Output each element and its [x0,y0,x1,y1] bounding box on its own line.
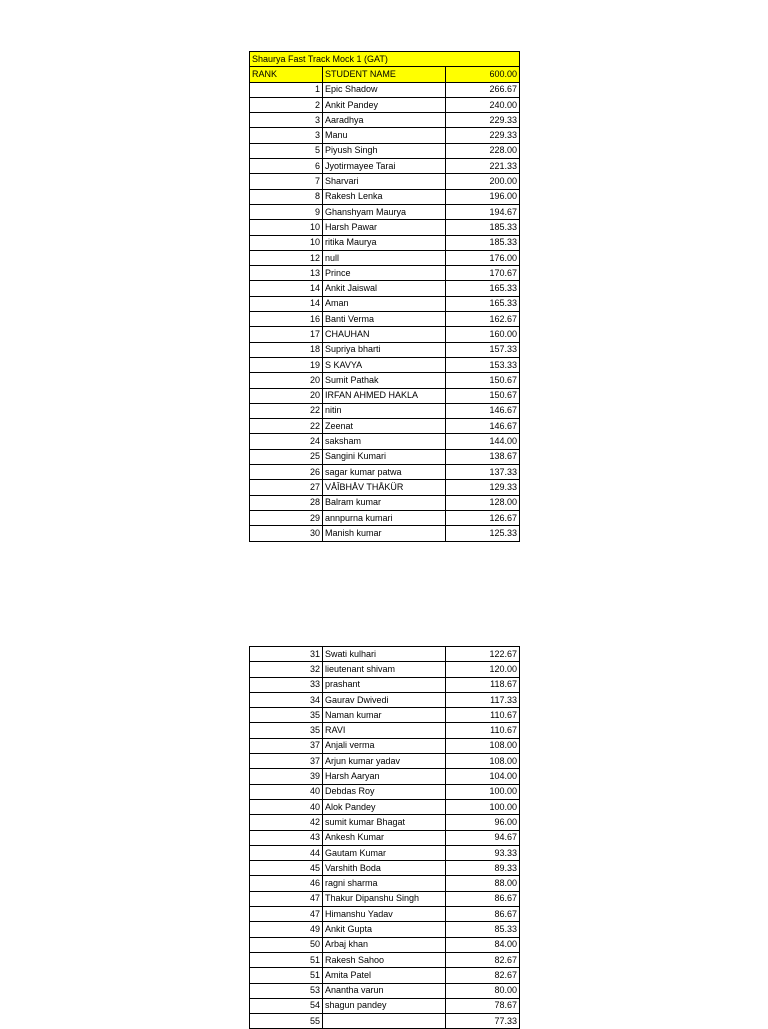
score-cell: 122.67 [446,647,520,662]
student-name-cell: Manish kumar [323,526,446,541]
rank-cell: 10 [250,235,323,250]
score-cell: 194.67 [446,204,520,219]
score-cell: 221.33 [446,159,520,174]
student-name-cell: nitin [323,403,446,418]
rank-cell: 25 [250,449,323,464]
rank-cell: 18 [250,342,323,357]
score-cell: 104.00 [446,769,520,784]
score-cell: 129.33 [446,480,520,495]
table-row [250,403,520,418]
ranking-table-page-2 [249,646,519,1029]
rank-cell: 8 [250,189,323,204]
sheet-title: Shaurya Fast Track Mock 1 (GAT) [250,52,520,67]
student-name-cell: Debdas Roy [323,784,446,799]
rank-cell: 47 [250,907,323,922]
table-row [250,738,520,753]
table-row [250,189,520,204]
rank-cell: 54 [250,998,323,1013]
score-cell: 78.67 [446,998,520,1013]
student-name-cell: lieutenant shivam [323,662,446,677]
score-cell: 144.00 [446,434,520,449]
student-name-cell: Anantha varun [323,983,446,998]
table-row [250,968,520,983]
rank-cell: 39 [250,769,323,784]
student-name-cell: Manu [323,128,446,143]
rank-cell: 45 [250,861,323,876]
student-name-cell: null [323,250,446,265]
rank-cell: 24 [250,434,323,449]
student-name-cell: S KAVYA [323,357,446,372]
table-row [250,784,520,799]
score-cell: 96.00 [446,815,520,830]
table-row [250,159,520,174]
student-name-cell: Naman kumar [323,708,446,723]
student-name-cell: Sharvari [323,174,446,189]
score-cell: 125.33 [446,526,520,541]
score-cell: 120.00 [446,662,520,677]
header-row [250,67,520,82]
score-cell: 100.00 [446,799,520,814]
student-name-cell: ragni sharma [323,876,446,891]
student-name-cell: Arjun kumar yadav [323,754,446,769]
student-name-cell: Amita Patel [323,968,446,983]
student-name-cell: Rakesh Sahoo [323,952,446,967]
score-cell: 240.00 [446,97,520,112]
student-name-cell: Harsh Aaryan [323,769,446,784]
score-cell: 153.33 [446,357,520,372]
rank-cell: 49 [250,922,323,937]
rank-cell: 6 [250,159,323,174]
score-cell: 108.00 [446,754,520,769]
score-cell: 77.33 [446,1014,520,1029]
score-cell: 82.67 [446,952,520,967]
rank-cell: 28 [250,495,323,510]
table-row [250,449,520,464]
table-row [250,250,520,265]
table-row [250,815,520,830]
table-row [250,296,520,311]
table-row [250,82,520,97]
score-cell: 196.00 [446,189,520,204]
student-name-cell: Swati kulhari [323,647,446,662]
student-name-header: STUDENT NAME [323,67,446,82]
rank-cell: 22 [250,403,323,418]
score-cell: 86.67 [446,907,520,922]
rank-cell: 19 [250,357,323,372]
score-cell: 110.67 [446,708,520,723]
table-row [250,708,520,723]
table-row [250,174,520,189]
student-name-cell: Ankesh Kumar [323,830,446,845]
rank-cell: 10 [250,220,323,235]
student-name-cell: Aaradhya [323,113,446,128]
student-name-cell: prashant [323,677,446,692]
student-name-cell: Anjali verma [323,738,446,753]
score-cell: 176.00 [446,250,520,265]
rank-cell: 20 [250,373,323,388]
score-cell: 93.33 [446,845,520,860]
student-name-cell: Himanshu Yadav [323,907,446,922]
rank-cell: 51 [250,968,323,983]
table-row [250,113,520,128]
student-name-cell: Ankit Pandey [323,97,446,112]
score-cell: 200.00 [446,174,520,189]
rank-cell: 7 [250,174,323,189]
rank-cell: 14 [250,281,323,296]
score-cell: 266.67 [446,82,520,97]
table-row [250,662,520,677]
table-row [250,677,520,692]
table-row [250,983,520,998]
table-row [250,845,520,860]
table-row [250,357,520,372]
student-name-cell: Jyotirmayee Tarai [323,159,446,174]
score-cell: 150.67 [446,373,520,388]
table-row [250,754,520,769]
rank-cell: 44 [250,845,323,860]
student-name-cell: annpurna kumari [323,510,446,525]
student-name-cell: Varshith Boda [323,861,446,876]
score-cell: 146.67 [446,419,520,434]
max-marks-header: 600.00 [446,67,520,82]
score-cell: 100.00 [446,784,520,799]
score-cell: 165.33 [446,296,520,311]
student-name-cell: saksham [323,434,446,449]
rank-cell: 2 [250,97,323,112]
rank-cell: 26 [250,465,323,480]
student-name-cell: Epic Shadow [323,82,446,97]
rank-cell: 9 [250,204,323,219]
score-cell: 108.00 [446,738,520,753]
student-name-cell: Supriya bharti [323,342,446,357]
student-name-cell [323,1014,446,1029]
student-name-cell: Sumit Pathak [323,373,446,388]
rank-cell: 37 [250,738,323,753]
student-name-cell: Banti Verma [323,312,446,327]
score-cell: 165.33 [446,281,520,296]
table-row [250,342,520,357]
table-row [250,281,520,296]
score-cell: 185.33 [446,235,520,250]
score-cell: 228.00 [446,143,520,158]
rank-cell: 46 [250,876,323,891]
table-row [250,799,520,814]
student-name-cell: Piyush Singh [323,143,446,158]
table-row [250,907,520,922]
rank-cell: 37 [250,754,323,769]
rank-cell: 47 [250,891,323,906]
student-name-cell: Balram kumar [323,495,446,510]
score-cell: 126.67 [446,510,520,525]
score-cell: 88.00 [446,876,520,891]
student-name-cell: Arbaj khan [323,937,446,952]
table-row [250,495,520,510]
rank-cell: 43 [250,830,323,845]
student-name-cell: Sangini Kumari [323,449,446,464]
rank-cell: 17 [250,327,323,342]
table-row [250,998,520,1013]
table-row [250,723,520,738]
student-name-cell: Ankit Jaiswal [323,281,446,296]
rank-cell: 29 [250,510,323,525]
ranking-table-page-1 [249,51,519,542]
table-row [250,769,520,784]
student-name-cell: Gaurav Dwivedi [323,692,446,707]
table-row [250,861,520,876]
ranking-table-continued [249,646,520,1029]
table-row [250,327,520,342]
score-cell: 82.67 [446,968,520,983]
rank-cell: 42 [250,815,323,830]
student-name-cell: sagar kumar patwa [323,465,446,480]
table-row [250,204,520,219]
table-row [250,220,520,235]
table-row [250,891,520,906]
score-cell: 89.33 [446,861,520,876]
table-row [250,312,520,327]
rank-cell: 33 [250,677,323,692]
table-row [250,922,520,937]
score-cell: 138.67 [446,449,520,464]
student-name-cell: Thakur Dipanshu Singh [323,891,446,906]
score-cell: 84.00 [446,937,520,952]
rank-cell: 35 [250,723,323,738]
score-cell: 160.00 [446,327,520,342]
score-cell: 157.33 [446,342,520,357]
table-row [250,952,520,967]
table-row [250,465,520,480]
student-name-cell: CHAUHAN [323,327,446,342]
rank-cell: 30 [250,526,323,541]
rank-cell: 14 [250,296,323,311]
rank-cell: 31 [250,647,323,662]
rank-cell: 34 [250,692,323,707]
rank-cell: 12 [250,250,323,265]
table-row [250,647,520,662]
table-row [250,434,520,449]
score-cell: 137.33 [446,465,520,480]
table-row [250,266,520,281]
score-cell: 86.67 [446,891,520,906]
rank-cell: 40 [250,799,323,814]
table-row [250,480,520,495]
score-cell: 162.67 [446,312,520,327]
score-cell: 85.33 [446,922,520,937]
rank-cell: 40 [250,784,323,799]
student-name-cell: IRFAN AHMED HAKLA [323,388,446,403]
table-row [250,388,520,403]
student-name-cell: Ankit Gupta [323,922,446,937]
score-cell: 94.67 [446,830,520,845]
rank-cell: 3 [250,113,323,128]
title-row [250,52,520,67]
table-row [250,830,520,845]
table-row [250,97,520,112]
student-name-cell: Prince [323,266,446,281]
score-cell: 185.33 [446,220,520,235]
table-row [250,419,520,434]
table-row [250,373,520,388]
rank-cell: 5 [250,143,323,158]
table-row [250,128,520,143]
rank-header: RANK [250,67,323,82]
ranking-table [249,51,520,542]
score-cell: 170.67 [446,266,520,281]
student-name-cell: Harsh Pawar [323,220,446,235]
rank-cell: 3 [250,128,323,143]
score-cell: 229.33 [446,128,520,143]
rank-cell: 53 [250,983,323,998]
rank-cell: 50 [250,937,323,952]
student-name-cell: Alok Pandey [323,799,446,814]
table-row [250,526,520,541]
score-cell: 117.33 [446,692,520,707]
score-cell: 146.67 [446,403,520,418]
table-row [250,876,520,891]
student-name-cell: Aman [323,296,446,311]
table-row [250,1014,520,1029]
rank-cell: 27 [250,480,323,495]
score-cell: 128.00 [446,495,520,510]
table-row [250,510,520,525]
rank-cell: 1 [250,82,323,97]
table-row [250,235,520,250]
student-name-cell: Ghanshyam Maurya [323,204,446,219]
score-cell: 150.67 [446,388,520,403]
score-cell: 110.67 [446,723,520,738]
student-name-cell: ritika Maurya [323,235,446,250]
table-row [250,692,520,707]
student-name-cell: Rakesh Lenka [323,189,446,204]
rank-cell: 20 [250,388,323,403]
student-name-cell: shagun pandey [323,998,446,1013]
rank-cell: 16 [250,312,323,327]
rank-cell: 51 [250,952,323,967]
score-cell: 118.67 [446,677,520,692]
student-name-cell: Gautam Kumar [323,845,446,860]
student-name-cell: sumit kumar Bhagat [323,815,446,830]
score-cell: 80.00 [446,983,520,998]
table-row [250,937,520,952]
rank-cell: 22 [250,419,323,434]
rank-cell: 55 [250,1014,323,1029]
student-name-cell: RAVI [323,723,446,738]
table-row [250,143,520,158]
rank-cell: 35 [250,708,323,723]
student-name-cell: Zeenat [323,419,446,434]
score-cell: 229.33 [446,113,520,128]
rank-cell: 32 [250,662,323,677]
student-name-cell: VÅÎBHÅV THÅKÜR [323,480,446,495]
rank-cell: 13 [250,266,323,281]
